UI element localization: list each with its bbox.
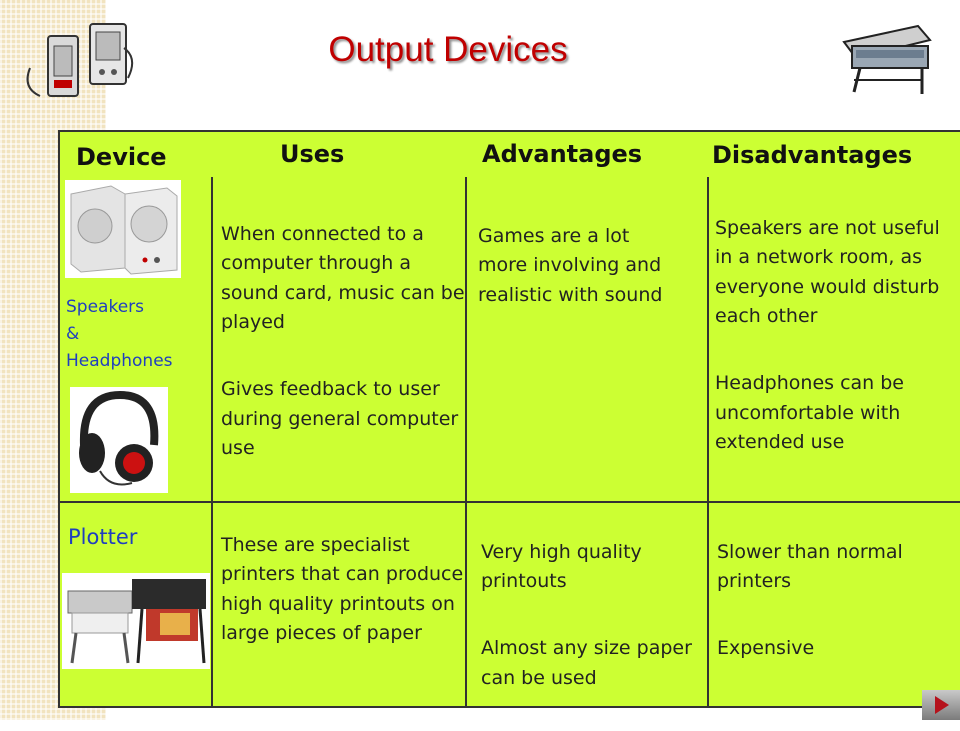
row2-advantages-item-1: Very high quality printouts (481, 540, 642, 592)
row1-uses-item-2: Gives feedback to user during general computer use (221, 378, 459, 459)
table-border-left (58, 130, 60, 708)
row1-advantages-item-1: Games are a lot more involving and realistic with sound (478, 224, 663, 306)
row2-uses-item-1: These are specialist printers that can produce high quality printouts on large pieces of paper (221, 533, 464, 644)
speakers-photo (65, 180, 181, 278)
row2-uses (221, 501, 465, 686)
row2-device-label: Plotter (68, 525, 138, 549)
row2-disadvantages-item-2: Expensive (717, 637, 815, 659)
row1-device-label: Speakers & Headphones (66, 297, 173, 371)
table-col-divider-2 (465, 177, 467, 708)
page-title: Output Devices (328, 30, 568, 69)
table-row-divider (58, 501, 960, 503)
row2-disadvantages-item-1: Slower than normal printers (717, 540, 903, 592)
header-device: Device (76, 143, 167, 171)
header-disadvantages: Disadvantages (712, 141, 913, 169)
headphones-photo (70, 387, 168, 493)
row2-advantages-item-2: Almost any size paper can be used (481, 637, 692, 689)
plotter-photo (62, 573, 210, 669)
header-uses: Uses (280, 140, 345, 168)
table-col-divider-3 (707, 177, 709, 708)
row1-disadvantages-item-1: Speakers are not useful in a network room, as everyone would disturb each other (715, 216, 940, 327)
row2-advantages (481, 508, 703, 731)
row2-disadvantages (717, 508, 917, 701)
table-col-divider-1 (211, 177, 213, 708)
row1-uses-item-1: When connected to a computer through a sound card, music can be played (221, 222, 465, 333)
next-slide-button[interactable] (922, 690, 960, 720)
header-advantages: Advantages (482, 140, 643, 168)
row1-disadvantages-item-2: Headphones can be uncomfortable with extended use (715, 372, 904, 453)
table-border-top (58, 130, 960, 132)
next-arrow-icon (922, 690, 960, 720)
row1-disadvantages (715, 184, 955, 495)
row1-advantages (478, 192, 683, 348)
row1-uses (221, 190, 465, 501)
